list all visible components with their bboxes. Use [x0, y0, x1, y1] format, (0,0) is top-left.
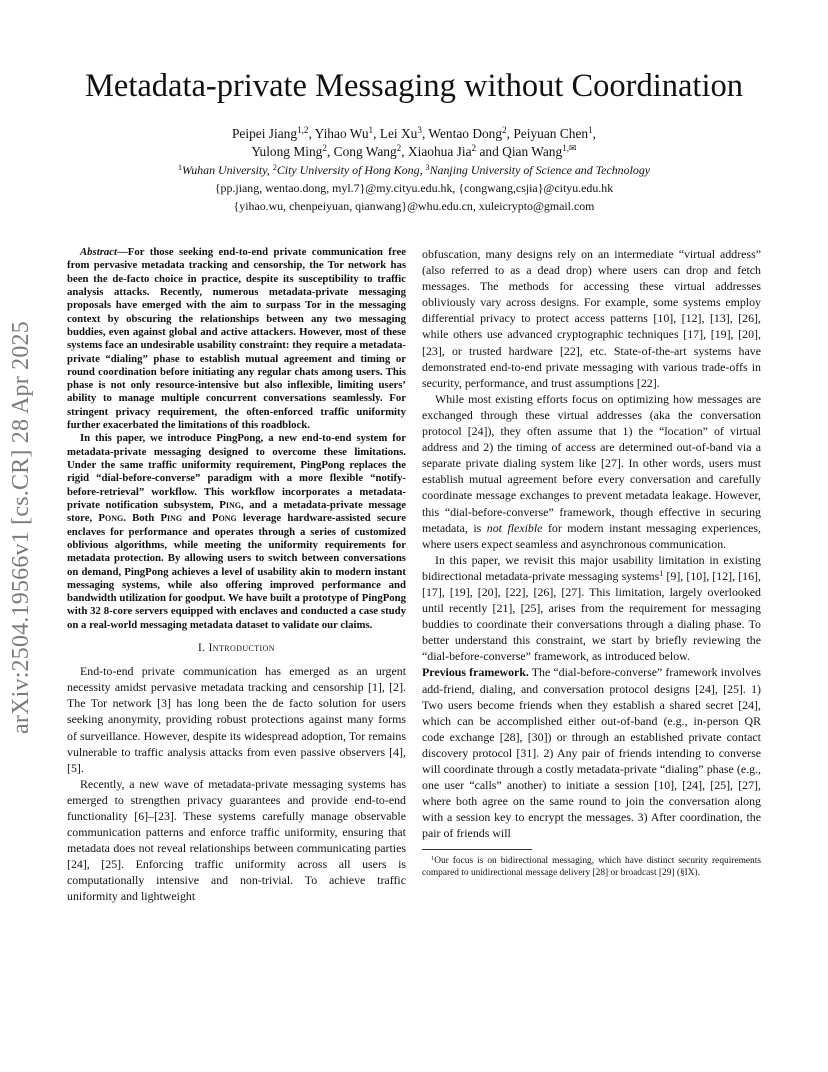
- paragraph-runin-heading: Previous framework.: [422, 665, 529, 680]
- abstract-label: Abstract: [80, 246, 118, 258]
- footnote-divider: [422, 849, 532, 850]
- author-name: Lei Xu: [379, 126, 418, 141]
- left-column: [67, 246, 406, 905]
- author-emails-2: {yihao.wu, chenpeiyuan, qianwang}@whu.edu.cn, xuleicrypto@gmail.com: [233, 199, 595, 213]
- right-para-3: In this paper, we revisit this major usability limitation in existing bidirectional metadata-private messaging systems$^1$ [9], [10], [12], [16], [17], [19], [20], [22], [26], [27]. This limitation, largely overlooked until recently [21], [25], arises from the requirement for messaging buddies to coordinate their conversations through a dialing phase. To better understand this constraint, we start by briefly reviewing the “dial-before-converse” framework, as introduced below.: [422, 552, 761, 664]
- abstract-para-2: In this paper, we introduce PingPong, a new end-to-end system for metadata-private messaging designed to overcome these limitations. Under the same traffic uniformity requirement, PingPong replaces the rigid “dial-before-converse” paradigm with a more flexible “notify-before-retrieval” workflow. This workflow incorporates a metadata-private notification subsystem, Ping, and a metadata-private message store, Pong. Both Ping and Pong leverage hardware-assisted secure enclaves for performance and operates through a series of customized oblivious algorithms, while meeting the uniformity requirements for metadata protection. By allowing users to switch between conversations on demand, PingPong achieves a level of usability akin to modern instant messaging systems, while also offering improved performance and bandwidth utilization for goodput. We have built a prototype of PingPong with 32 8-core servers equipped with enclaves and conducted a case study on a real-world messaging metadata dataset to validate our claims.: [67, 432, 407, 631]
- intro-para-2: Recently, a new wave of metadata-private messaging systems has emerged to strengthen privacy guarantees and provide end-to-end functionality [6]–[23]. These systems carefully manage observable communication patterns and enforce traffic uniformity, ensuring that metadata does not reveal relationships between communicating parties [24], [25]. Enforcing traffic uniformity across all users is computationally intensive and non-trivial. To achieve traffic uniformity and lightweight: [67, 776, 406, 904]
- author-line-2: Yulong Ming$^2$, Cong Wang$^2$, Xiaohua Jia$^2$ and Qian Wang$^{1,✉}$: [251, 143, 577, 159]
- section-heading-introduction: I. Introduction: [198, 642, 275, 655]
- paper-title: Metadata-private Messaging without Coordination: [85, 68, 743, 104]
- author-block: [60, 125, 768, 215]
- author-name: Qian Wang: [502, 144, 563, 159]
- author-name: Cong Wang: [333, 144, 397, 159]
- author-name: Wentao Dong: [428, 126, 503, 141]
- author-emails-1: {pp.jiang, wentao.dong, myl.7}@my.cityu.edu.hk, {congwang,csjia}@cityu.edu.hk: [214, 181, 614, 195]
- abstract-para-1: Abstract—For those seeking end-to-end private communication free from pervasive metadata tracking and censorship, the Tor network has been the de-facto choice in practice, despite its susceptibility to traffic analysis attacks. Recently, numerous metadata-private messaging proposals have emerged with the aim to surpass Tor in the messaging context by obscuring the relationships between any two messaging buddies, even against global and active attackers. However, most of these systems face an undesirable usability constraint: they require a metadata-private “dialing” phase to establish mutual agreement and timing or round coordination before initiating any regular chats among users. This phase is not only resource-intensive but also inflexible, limiting users’ ability to manage multiple concurrent conversations seamlessly. For stringent privacy requirement, the often-enforced traffic uniformity further exacerbated the limitations of this roadblock.: [67, 246, 406, 432]
- affiliations: $^1$Wuhan University, $^2$City University of Hong Kong, $^3$Nanjing University of Science and Technology: [177, 162, 651, 177]
- author-name: Yihao Wu: [314, 126, 369, 141]
- author-name: Xiaohua Jia: [407, 144, 472, 159]
- right-para-2: While most existing efforts focus on optimizing how messages are exchanged through these virtual addresses (aka the conversation protocol [24]), they often assume that 1) the “location” of virtual address and 2) the timing of access are determined out-of-band via a separate private dialing system like [27]. In other words, users must establish mutual agreement before every conversation and carefully coordinate message exchanges to prevent metadata leakage. However, this “dial-before-converse” framework, though effective in securing metadata, is not flexible for modern instant messaging experiences, where users expect seamless and asynchronous communication.: [422, 391, 761, 551]
- right-para-1: obfuscation, many designs rely on an intermediate “virtual address” (also referred to as a dead drop) where users can drop and fetch messages. The methods for accessing these virtual addresses obliviously vary across designs. For example, some systems employ differential privacy to protect access patterns [10], [12], [13], [26], while others use advanced cryptographic techniques [17], [19], [20], [23], or trusted hardware [22], etc. State-of-the-art systems have demonstrated end-to-end private messaging with various trade-offs in security, performance, and trust assumptions [22].: [422, 247, 761, 390]
- author-line-1: Peipei Jiang$^{1,2}$, Yihao Wu$^1$, Lei Xu$^3$, Wentao Dong$^2$, Peiyuan Chen$^1$,: [231, 125, 597, 141]
- author-name: Peiyuan Chen: [513, 126, 589, 141]
- arxiv-stamp: [4, 292, 38, 762]
- author-name: Peipei Jiang: [231, 126, 298, 141]
- footnote-ref: 1: [659, 568, 664, 578]
- right-column: [422, 246, 761, 879]
- abstract: [67, 246, 406, 632]
- right-para-previous-framework: Previous framework. The “dial-before-converse” framework involves add-friend, dialing, and conversation protocol designs [24], [25]. 1) Two users become friends when they establish a shared secret [24], which can be accomplished either out-of-band (e.g., in-person QR code exchange [28], [30]) or through an established private contact discovery protocol [31]. 2) Any pair of friends intending to converse will coordinate through a costly metadata-private “dialing” phase (e.g., one user “calls” another) to initiate a session [10], [24], [25], [27], where both agree on the same round to join the conversation along with a session key to encrypt the messages. 3) After coordination, the pair of friends will: [422, 665, 761, 841]
- arxiv-id: arXiv:2504.19566v1 [cs.CR] 28 Apr 2025: [7, 320, 34, 734]
- author-name: Yulong Ming: [251, 144, 323, 159]
- intro-para-1: End-to-end private communication has emerged as an urgent necessity amidst pervasive metadata tracking and censorship [1], [2]. The Tor network [3] has long been the de facto solution for users seeking anonymity, providing robust protections against many forms of surveillance. However, despite its widespread adoption, Tor remains vulnerable to traffic analysis attacks from even passive observers [4], [5].: [67, 664, 406, 775]
- footnote: $^1$Our focus is on bidirectional messaging, which have distinct security requirements compared to unidirectional message delivery [28] or broadcast [29] (§IX).: [422, 855, 761, 878]
